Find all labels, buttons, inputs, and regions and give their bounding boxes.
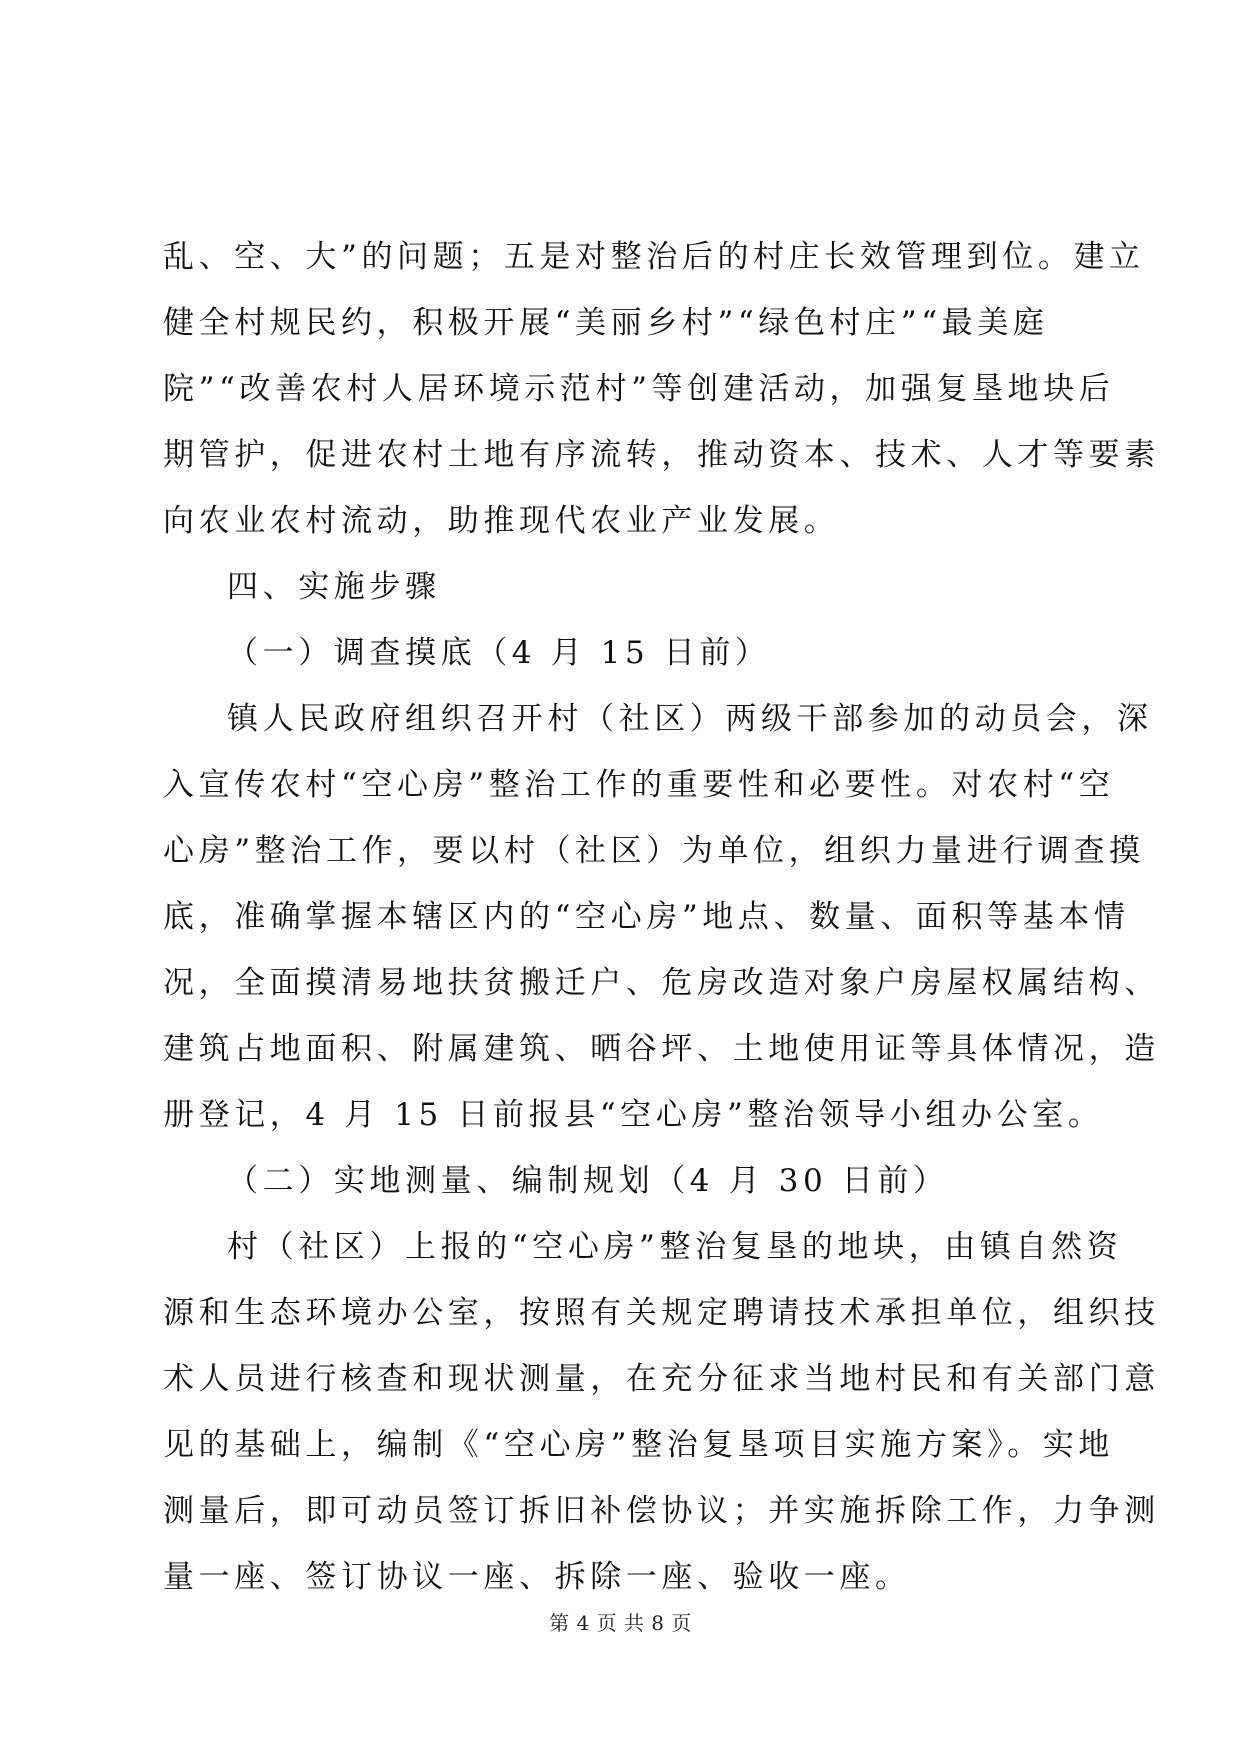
paragraph-line: 况，全面摸清易地扶贫搬迁户、危房改造对象户房屋权属结构、 bbox=[163, 965, 1160, 1001]
paragraph-line: 源和生态环境办公室，按照有关规定聘请技术承担单位，组织技 bbox=[163, 1295, 1160, 1331]
paragraph-line: 镇人民政府组织召开村（社区）两级干部参加的动员会，深 bbox=[227, 701, 1153, 737]
paragraph-line: 院”“改善农村人居环境示范村”等创建活动，加强复垦地块后 bbox=[163, 371, 1115, 407]
paragraph-line: 入宣传农村“空心房”整治工作的重要性和必要性。对农村“空 bbox=[163, 767, 1115, 803]
document-body bbox=[163, 224, 1160, 1610]
paragraph-line: 底，准确掌握本辖区内的“空心房”地点、数量、面积等基本情 bbox=[163, 899, 1130, 935]
paragraph-line: 期管护，促进农村土地有序流转，推动资本、技术、人才等要素 bbox=[163, 437, 1160, 473]
paragraph-line: 心房”整治工作，要以村（社区）为单位，组织力量进行调查摸 bbox=[163, 833, 1145, 869]
paragraph-line: 向农业农村流动，助推现代农业产业发展。 bbox=[163, 503, 840, 539]
paragraph-line: 建筑占地面积、附属建筑、晒谷坪、土地使用证等具体情况，造 bbox=[163, 1031, 1160, 1067]
paragraph-line: 册登记，4 月 15 日前报县“空心房”整治领导小组办公室。 bbox=[163, 1097, 1104, 1133]
paragraph-line: 村（社区）上报的“空心房”整治复垦的地块，由镇自然资 bbox=[227, 1229, 1123, 1265]
section-heading: 四、实施步骤 bbox=[227, 569, 441, 605]
paragraph-line: 见的基础上，编制《“空心房”整治复垦项目实施方案》。实地 bbox=[163, 1427, 1114, 1463]
subsection-heading: （一）调查摸底（4 月 15 日前） bbox=[227, 635, 771, 671]
paragraph-line: 量一座、签订协议一座、拆除一座、验收一座。 bbox=[163, 1559, 911, 1595]
paragraph-line: 健全村规民约，积极开展“美丽乡村”“绿色村庄”“最美庭 bbox=[163, 305, 1049, 341]
paragraph-line: 术人员进行核查和现状测量，在充分征求当地村民和有关部门意 bbox=[163, 1361, 1160, 1397]
page-number-footer: 第 4 页 共 8 页 bbox=[549, 1611, 692, 1635]
paragraph-line: 乱、空、大”的问题；五是对整治后的村庄长效管理到位。建立 bbox=[163, 239, 1145, 275]
subsection-heading: （二）实地测量、编制规划（4 月 30 日前） bbox=[227, 1163, 949, 1199]
paragraph-line: 测量后，即可动员签订拆旧补偿协议；并实施拆除工作，力争测 bbox=[163, 1493, 1160, 1529]
